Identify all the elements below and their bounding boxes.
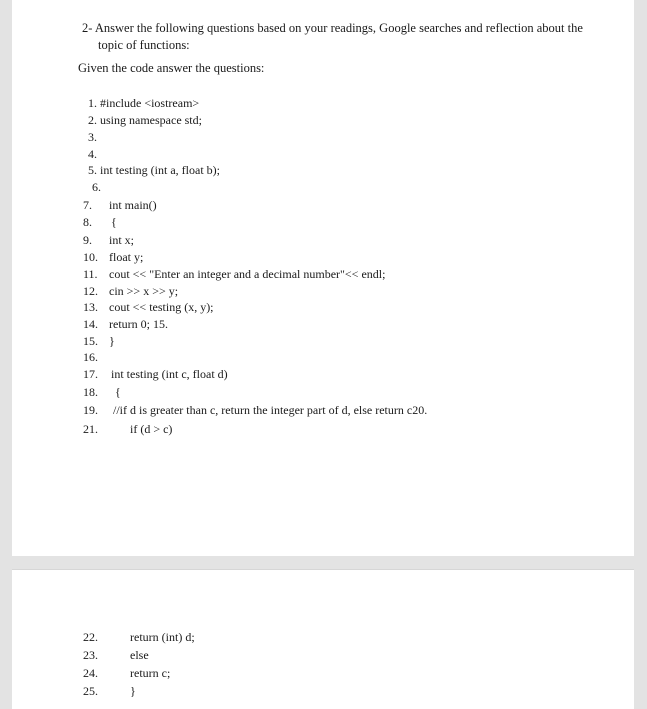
- code-line-21: if (d > c): [130, 422, 173, 436]
- line-number-9: 9.: [83, 233, 92, 247]
- code-line-22: return (int) d;: [130, 630, 195, 644]
- question-heading: [82, 20, 602, 54]
- line-number-23: 23.: [83, 648, 98, 662]
- code-line-25: }: [130, 684, 136, 698]
- code-line-24: return c;: [130, 666, 171, 680]
- line-number-12: 12.: [83, 284, 98, 298]
- code-line-2: 2. using namespace std;: [88, 113, 202, 127]
- code-line-23: else: [130, 648, 149, 662]
- given-instruction: Given the code answer the questions:: [78, 61, 265, 75]
- code-line-6: 6.: [92, 180, 101, 194]
- code-line-3: 3.: [88, 130, 97, 144]
- line-number-13: 13.: [83, 300, 98, 314]
- code-line-5: 5. int testing (int a, float b);: [88, 163, 220, 177]
- line-number-22: 22.: [83, 630, 98, 644]
- line-number-14: 14.: [83, 317, 98, 331]
- code-line-8: {: [111, 215, 117, 229]
- code-line-1: 1. #include <iostream>: [88, 96, 200, 110]
- code-line-4: 4.: [88, 147, 97, 161]
- line-number-15: 15.: [83, 334, 98, 348]
- line-number-11: 11.: [83, 267, 98, 281]
- code-line-12: cin >> x >> y;: [109, 284, 179, 298]
- line-number-24: 24.: [83, 666, 98, 680]
- code-line-9: int x;: [109, 233, 135, 247]
- line-number-17: 17.: [83, 367, 98, 381]
- line-number-18: 18.: [83, 385, 98, 399]
- line-number-21: 21.: [83, 422, 98, 436]
- code-line-7: int main(): [109, 198, 157, 212]
- line-number-19: 19.: [83, 403, 98, 417]
- line-number-25: 25.: [83, 684, 98, 698]
- question-line-2: topic of functions:: [98, 38, 190, 52]
- line-number-16: 16.: [83, 350, 98, 364]
- code-line-13: cout << testing (x, y);: [109, 300, 214, 314]
- code-line-15: }: [109, 334, 115, 348]
- code-line-14: return 0; 15.: [109, 317, 168, 331]
- line-number-7: 7.: [83, 198, 92, 212]
- code-line-19: //if d is greater than c, return the integer part of d, else return c20.: [113, 403, 428, 417]
- code-line-10: float y;: [109, 250, 144, 264]
- line-number-10: 10.: [83, 250, 98, 264]
- code-line-17: int testing (int c, float d): [111, 367, 228, 381]
- document-page-2: [12, 569, 634, 709]
- code-line-18: {: [115, 385, 121, 399]
- line-number-8: 8.: [83, 215, 92, 229]
- document-page-1: [12, 0, 634, 556]
- code-line-11: cout << "Enter an integer and a decimal number"<< endl;: [109, 267, 386, 281]
- question-line-1: 2- Answer the following questions based on your readings, Google searches and reflection about the: [82, 21, 583, 35]
